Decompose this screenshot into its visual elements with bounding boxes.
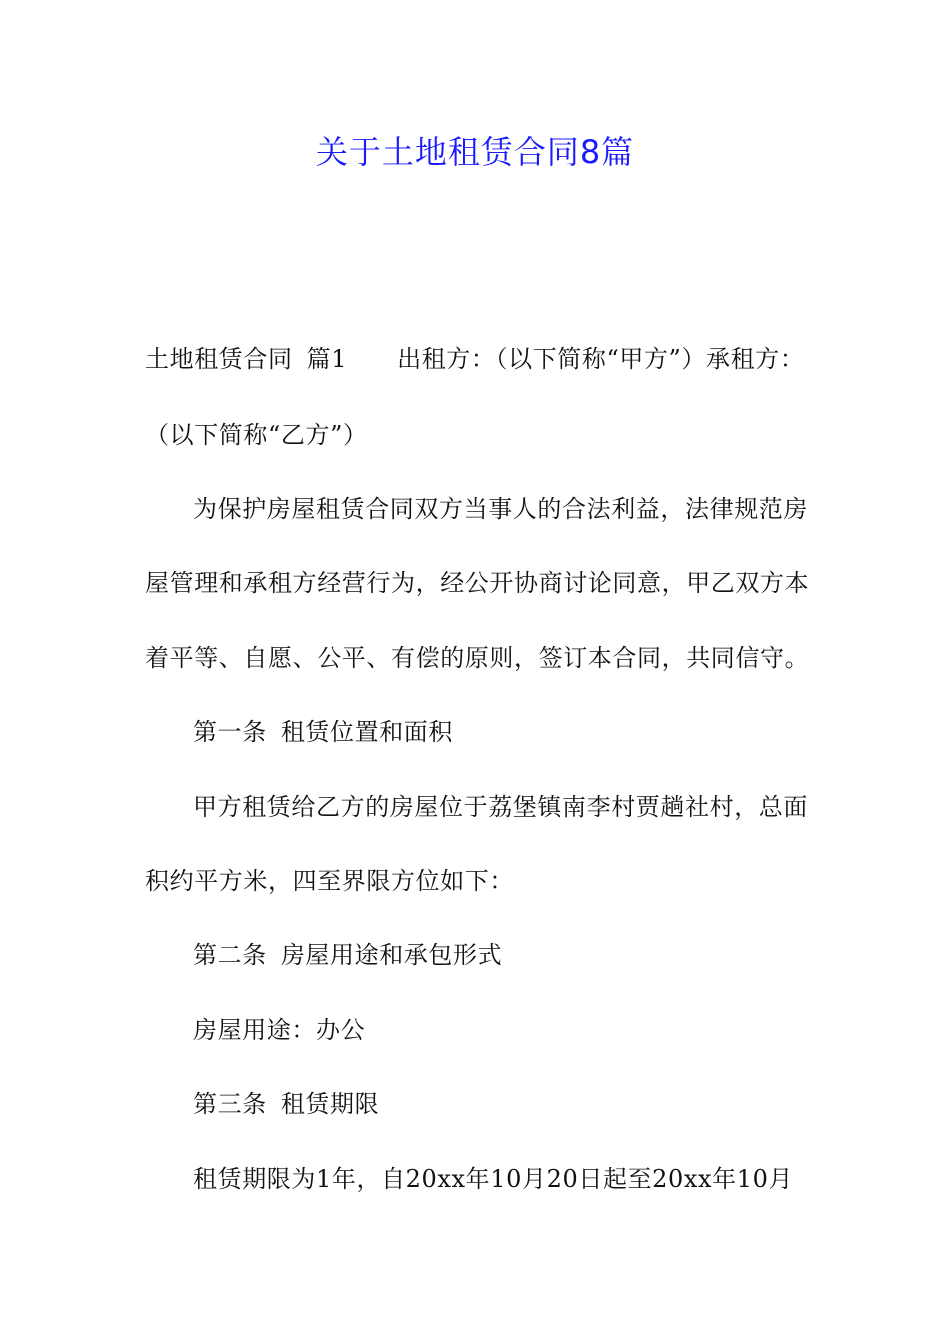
- lessor-label: 出租方：（以下简称“甲方”）承租方：: [397, 345, 805, 373]
- article-number: 第一条: [193, 718, 267, 746]
- paragraph-line: 租赁期限为1年，自20xx年10月20日起至20xx年10月: [193, 1165, 794, 1193]
- article-title: 租赁位置和面积: [280, 718, 454, 746]
- paragraph-line: 甲方租赁给乙方的房屋位于荔堡镇南李村贾趟社村，总面: [193, 793, 808, 821]
- paragraph-line: 着平等、自愿、公平、有偿的原则，签订本合同，共同信守。: [145, 644, 810, 672]
- article-heading-3: [193, 1087, 873, 1121]
- contract-label: 土地租赁合同: [145, 345, 293, 373]
- article-heading-2: [193, 938, 873, 972]
- document-title: 关于土地租赁合同8篇: [315, 133, 635, 171]
- section-number: 篇1: [306, 345, 348, 373]
- article-title: 房屋用途和承包形式: [280, 941, 503, 969]
- paragraph-line: 为保护房屋租赁合同双方当事人的合法利益，法律规范房: [193, 495, 808, 523]
- paragraph-line: 房屋用途：办公: [193, 1016, 366, 1044]
- paragraph-line: 屋管理和承租方经营行为，经公开协商讨论同意，甲乙双方本: [145, 569, 810, 597]
- paragraph-line-party-a: [145, 342, 825, 376]
- paragraph-line-party-b: （以下简称“乙方”）: [145, 421, 368, 449]
- article-title: 租赁期限: [280, 1090, 380, 1118]
- article-number: 第二条: [193, 941, 267, 969]
- article-heading-1: [193, 715, 873, 749]
- paragraph-line: 积约平方米，四至界限方位如下：: [145, 867, 514, 895]
- article-number: 第三条: [193, 1090, 267, 1118]
